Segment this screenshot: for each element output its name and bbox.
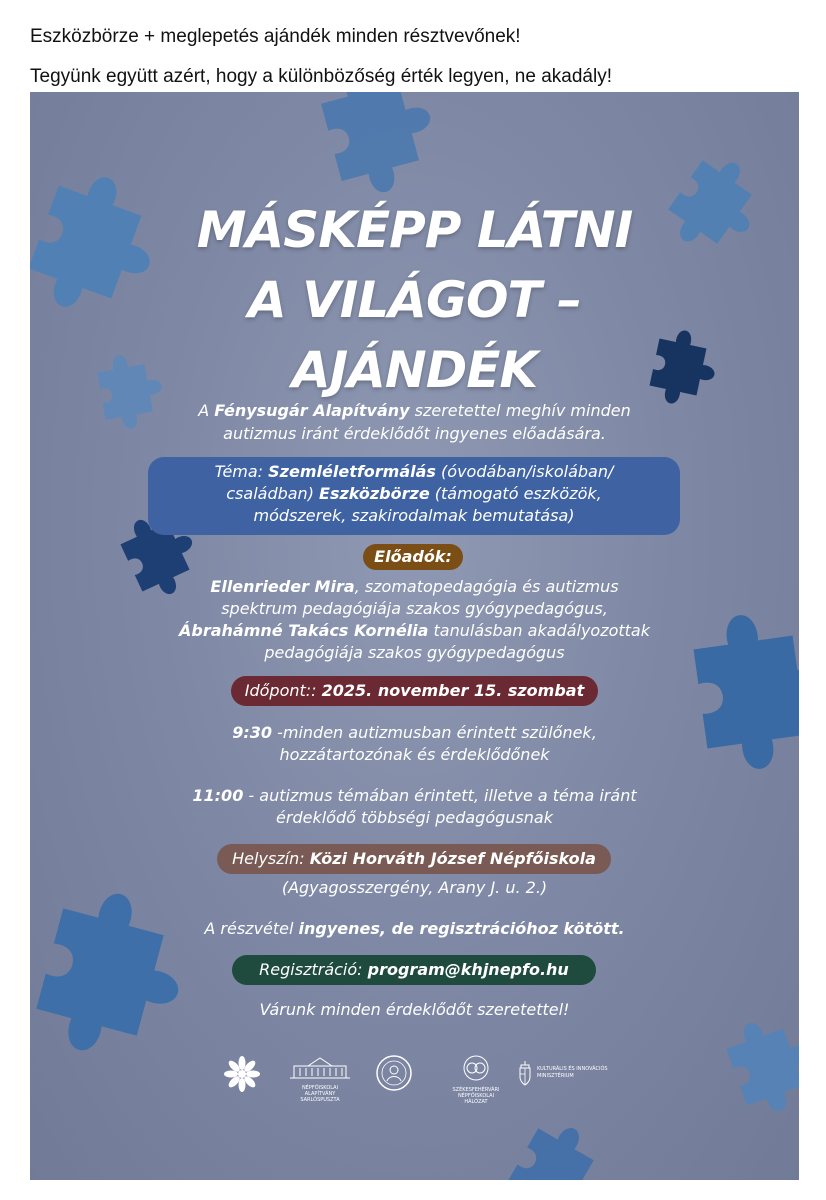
venue-name: Közi Horváth József Népfőiskola (309, 849, 596, 868)
closing-line: Várunk minden érdeklődőt szeretettel! (259, 1000, 570, 1019)
poster-title-line-3: AJÁNDÉK (291, 341, 538, 399)
puzzle-icon (315, 92, 446, 202)
participation-note: A részvétel ingyenes, de regisztrációhoz kötött. (204, 919, 625, 938)
header-line-1: Eszközbörze + meglepetés ajándék minden résztvevőnek! (30, 26, 521, 47)
network-logo-icon (448, 1054, 504, 1082)
organization-name: Fénysugár Alapítvány (214, 401, 410, 420)
speaker-1-line: Ellenrieder Mira, szomatopedagógia és autizmus (210, 577, 619, 596)
seal-logo-icon (375, 1054, 413, 1092)
hungarian-coat-of-arms-icon (517, 1060, 533, 1086)
speaker-2-desc: pedagógiája szakos gyógypedagógus (264, 643, 565, 662)
topic-line-3: módszerek, szakirodalmak bemutatása) (253, 506, 575, 525)
venue-address: (Agyagosszergény, Arany J. u. 2.) (281, 878, 548, 897)
speaker-1-desc: spektrum pedagógiája szakos gyógypedagógus, (221, 599, 608, 618)
puzzle-icon (497, 1113, 617, 1180)
date-pill: Időpont:: 2025. november 15. szombat (231, 676, 598, 706)
ministry-logo: KULTURÁLIS ÉS INNOVÁCIÓS MINISZTÉRIUM (517, 1054, 627, 1094)
intro-line-1: A Fénysugár Alapítvány szeretettel meghív minden (198, 401, 631, 420)
time-1-line: 9:30 -minden autizmusban érintett szülőnek, (232, 723, 597, 742)
topic-pill (148, 457, 680, 535)
event-date: 2025. november 15. szombat (321, 681, 585, 700)
sun-flower-logo-icon (222, 1054, 262, 1094)
header-line-2: Tegyünk együtt azért, hogy a különbözőség érték legyen, ne akadály! (30, 66, 612, 87)
building-logo-icon (288, 1054, 352, 1080)
speakers-label-pill: Előadók: (363, 544, 463, 570)
topic-line-1: Téma: Szemléletformálás (óvodában/iskolában/ (214, 462, 614, 481)
building-logo: NÉPFŐISKOLAI ALAPÍTVÁNY SARLÓSPUSZTA (288, 1054, 352, 1103)
time-1-desc: hozzátartozónak és érdeklődőnek (279, 745, 550, 764)
time-1: 9:30 (232, 723, 272, 742)
event-poster (30, 92, 799, 1180)
speaker-2-line: Ábrahámné Takács Kornélia tanulásban akadályozottak (179, 621, 650, 640)
topic-line-2: családban) Eszközbörze (támogató eszközök, (226, 484, 602, 503)
venue-pill: Helyszín: Közi Horváth József Népfőiskola (217, 844, 611, 874)
intro-line-2: autizmus iránt érdeklődőt ingyenes előadására. (223, 424, 606, 443)
sponsor-logos (30, 1054, 799, 1104)
registration-pill: Regisztráció: program@khjnepfo.hu (232, 955, 596, 985)
poster-title-line-1: MÁSKÉPP LÁTNI (196, 201, 633, 259)
time-2: 11:00 (192, 786, 244, 805)
time-2-line: 11:00 - autizmus témában érintett, illetve a téma iránt (192, 786, 637, 805)
puzzle-icon (30, 881, 199, 1071)
poster-title-line-2: A VILÁGOT – (247, 271, 582, 329)
network-logo: SZÉKESFEHÉRVÁRI NÉPFŐISKOLAI HÁLÓZAT (448, 1054, 504, 1105)
time-2-desc: érdeklődő többségi pedagógusnak (276, 808, 553, 827)
registration-email[interactable]: program@khjnepfo.hu (367, 960, 569, 979)
